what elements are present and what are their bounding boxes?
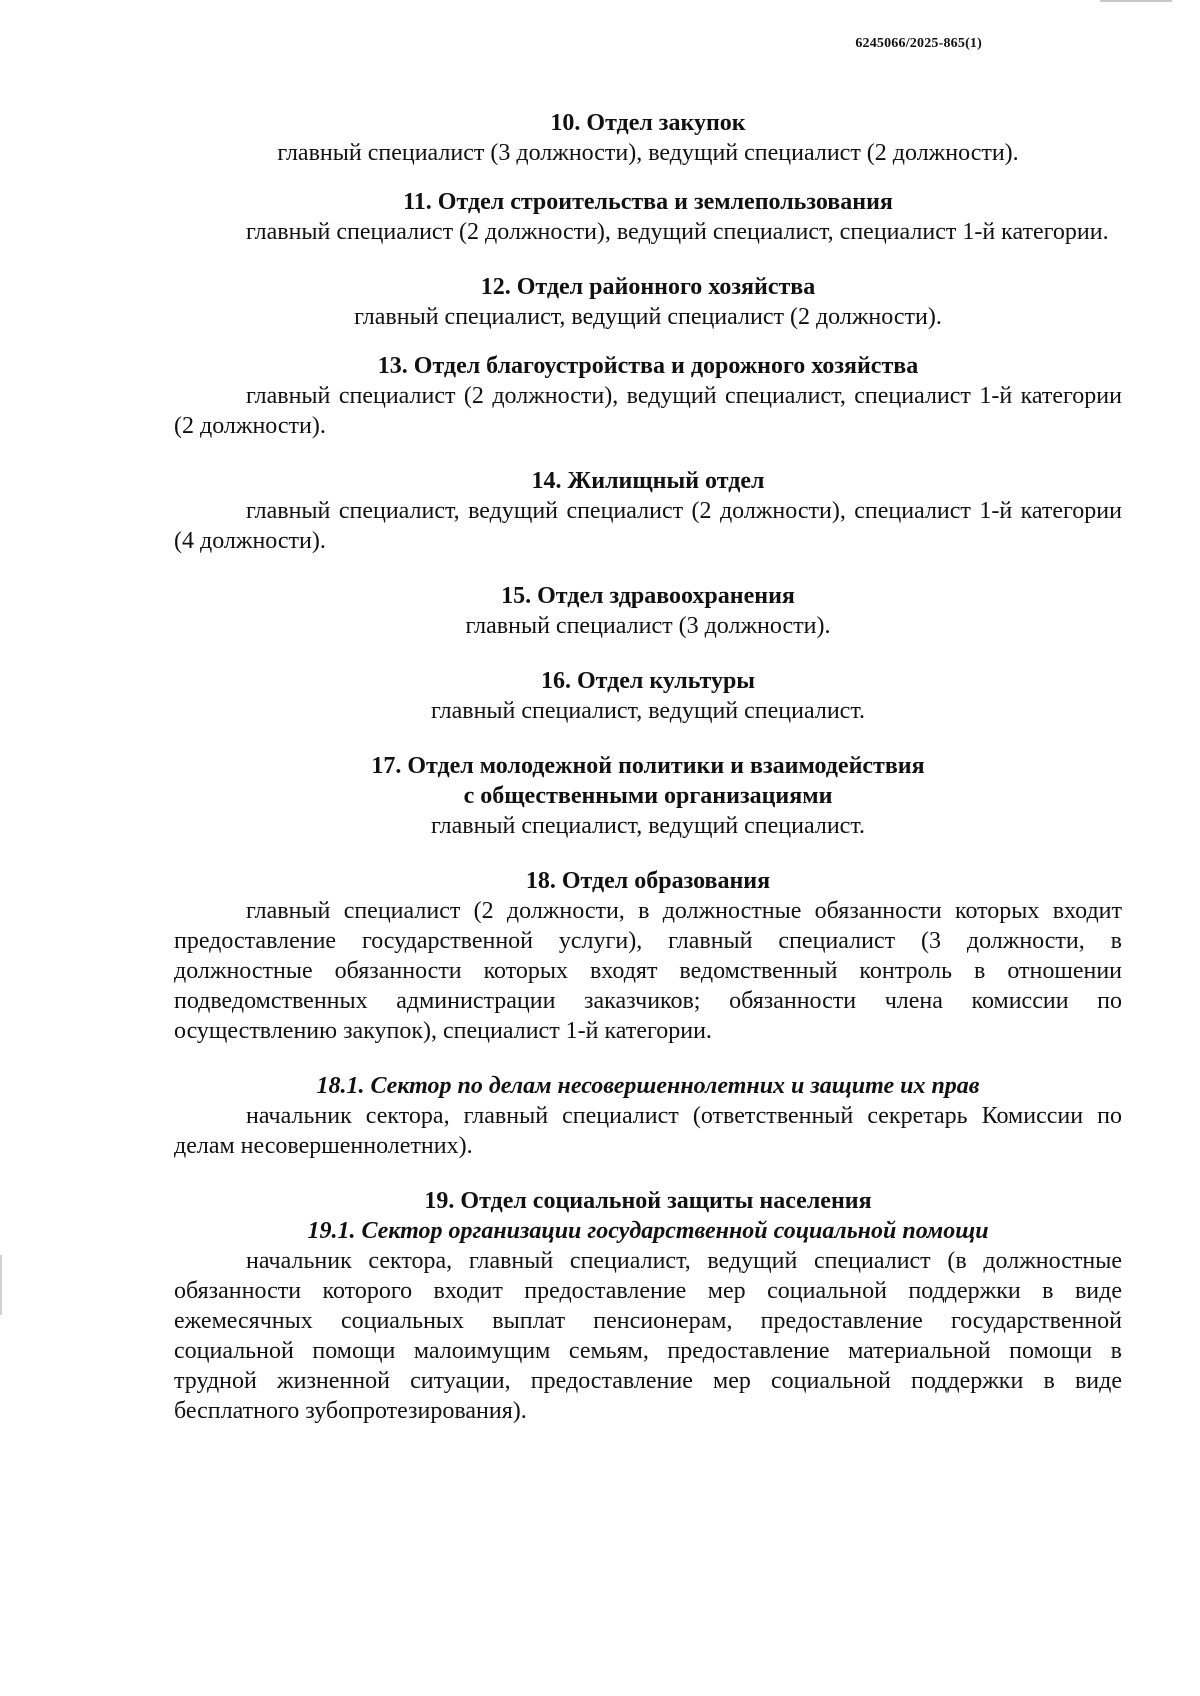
section-text: главный специалист, ведущий специалист.	[430, 698, 865, 724]
section-16	[174, 666, 1122, 726]
document-number: 6245066/2025-865(1)	[855, 36, 982, 51]
section-title: 11. Отдел строительства и землепользования	[403, 189, 893, 215]
section-14	[174, 466, 1122, 556]
section-text: главный специалист (2 должности), ведущий специалист, специалист 1-й категории (2 должности).	[174, 383, 1122, 439]
section-text: начальник сектора, главный специалист (ответственный секретарь Комиссии по делам несовершеннолетних).	[174, 1103, 1122, 1159]
section-19	[174, 1186, 1122, 1426]
document-body	[174, 108, 1122, 1426]
section-title: 16. Отдел культуры	[540, 668, 756, 694]
section-15	[174, 581, 1122, 641]
section-13	[174, 351, 1122, 441]
section-title: 13. Отдел благоустройства и дорожного хозяйства	[377, 353, 919, 379]
section-subtitle: 19.1. Сектор организации государственной социальной помощи	[307, 1218, 989, 1244]
section-text: главный специалист, ведущий специалист (2 должности).	[354, 304, 942, 330]
section-text: главный специалист (2 должности), ведущий специалист, специалист 1-й категории.	[246, 219, 1109, 245]
section-18	[174, 866, 1122, 1046]
section-title-continued: с общественными организациями	[463, 783, 833, 809]
scan-edge-mark	[1100, 0, 1172, 2]
section-title: 19. Отдел социальной защиты населения	[424, 1188, 872, 1214]
section-18-1	[174, 1071, 1122, 1161]
section-title: 15. Отдел здравоохранения	[501, 583, 795, 609]
section-title: 12. Отдел районного хозяйства	[480, 274, 816, 300]
section-12	[174, 272, 1122, 332]
section-title: 10. Отдел закупок	[550, 110, 746, 136]
section-text: главный специалист (2 должности, в должностные обязанности которых входит предоставление государственной услуги), главный специалист (3 должности, в должностные обязанности которых входят ведомственный контроль в отношении подведомственных администрации заказчиков; обязанности члена комиссии по осуществлению закупок), специалист 1-й категории.	[174, 898, 1122, 1044]
section-title: 17. Отдел молодежной политики и взаимодействия	[371, 753, 925, 779]
section-text: главный специалист, ведущий специалист.	[430, 813, 865, 839]
section-text: начальник сектора, главный специалист, ведущий специалист (в должностные обязанности которого входит предоставление мер социальной поддержки в виде ежемесячных социальных выплат пенсионерам, предоставление государственной социальной помощи малоимущим семьям, предоставление материальной помощи в трудной жизненной ситуации, предоставление мер социальной поддержки в виде бесплатного зубопротезирования).	[174, 1248, 1122, 1424]
section-17	[174, 751, 1122, 841]
scan-edge-mark	[0, 1255, 2, 1315]
section-11	[174, 187, 1122, 247]
section-10	[174, 108, 1122, 168]
section-title: 14. Жилищный отдел	[531, 468, 765, 494]
section-title: 18.1. Сектор по делам несовершеннолетних и защите их прав	[316, 1073, 980, 1099]
section-text: главный специалист, ведущий специалист (2 должности), специалист 1-й категории (4 должности).	[174, 498, 1122, 554]
section-text: главный специалист (3 должности).	[465, 613, 831, 639]
section-title: 18. Отдел образования	[525, 868, 771, 894]
section-text: главный специалист (3 должности), ведущий специалист (2 должности).	[277, 140, 1019, 166]
